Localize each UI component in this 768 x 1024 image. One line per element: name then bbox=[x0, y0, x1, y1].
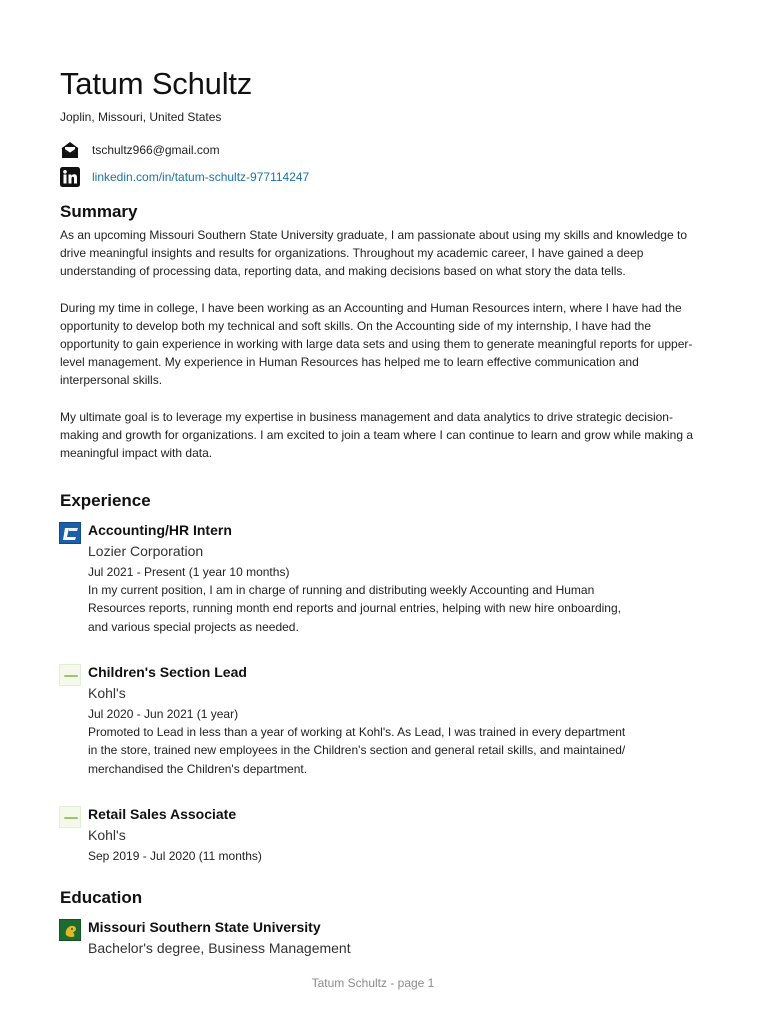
education-heading: Education bbox=[60, 888, 143, 907]
job-dates: Jul 2020 - Jun 2021 (1 year) bbox=[88, 707, 239, 721]
description-line: merchandised the Children's department. bbox=[88, 761, 308, 776]
experience-heading: Experience bbox=[60, 491, 151, 510]
summary-heading: Summary bbox=[60, 202, 138, 221]
summary-paragraph: During my time in college, I have been working as an Accounting and Human Resources intern, where I have had the opportunity to develop both my technical and soft skills. On the Accounting side of my internship, I have had the opportunity to gain experience in working with large data sets and using them to generate meaningful reports for upper-level management. My experience in Human Resources has helped me to learn effective communication and interpersonal skills. bbox=[60, 300, 693, 388]
email-text: tschultz966@gmail.com bbox=[92, 143, 220, 157]
school-name: Missouri Southern State University bbox=[88, 919, 321, 935]
kohls-logo-icon bbox=[59, 806, 81, 828]
summary-paragraph: My ultimate goal is to leverage my expertise in business management and data analytics to drive strategic decision-making and growth for organizations. I am excited to join a team where I can continue to learn and grow while making a meaningful impact with data. bbox=[60, 409, 694, 461]
description-line: Promoted to Lead in less than a year of working at Kohl's. As Lead, I was trained in every department bbox=[88, 725, 626, 739]
linkedin-icon bbox=[60, 167, 80, 187]
job-dates: Jul 2021 - Present (1 year 10 months) bbox=[88, 565, 290, 579]
company-name: Kohl's bbox=[88, 685, 126, 701]
job-title: Retail Sales Associate bbox=[88, 806, 237, 822]
email-icon bbox=[60, 140, 80, 160]
page-footer: Tatum Schultz - page 1 bbox=[311, 976, 435, 990]
candidate-location: Joplin, Missouri, United States bbox=[60, 110, 222, 124]
description-line: Resources reports, running month end reports and journal entries, helping with new hire onboarding, bbox=[88, 601, 621, 616]
email-contact bbox=[60, 140, 220, 160]
job-description bbox=[88, 723, 658, 778]
summary-text bbox=[60, 226, 700, 480]
linkedin-contact bbox=[60, 167, 309, 187]
description-line: and various special projects as needed. bbox=[88, 619, 299, 634]
job-dates: Sep 2019 - Jul 2020 (11 months) bbox=[88, 849, 262, 863]
description-line: in the store, trained new employees in the Children's section and general retail skills, and maintained/ bbox=[88, 743, 626, 758]
linkedin-link[interactable]: linkedin.com/in/tatum-schultz-977114247 bbox=[92, 170, 310, 184]
job-title: Children's Section Lead bbox=[88, 664, 247, 680]
lozier-logo-icon bbox=[59, 522, 81, 544]
kohls-logo-icon bbox=[59, 664, 81, 686]
company-name: Kohl's bbox=[88, 827, 126, 843]
job-description bbox=[88, 581, 658, 636]
company-name: Lozier Corporation bbox=[88, 543, 204, 559]
degree-name: Bachelor's degree, Business Management bbox=[88, 940, 351, 956]
description-line: In my current position, I am in charge of running and distributing weekly Accounting and Human bbox=[88, 583, 595, 597]
job-title: Accounting/HR Intern bbox=[88, 522, 232, 538]
summary-paragraph: As an upcoming Missouri Southern State University graduate, I am passionate about using my skills and knowledge to drive meaningful insights and results for organizations. Throughout my academic career, I have gained a deep understanding of processing data, reporting data, and making decisions based on what story the data tells. bbox=[60, 228, 687, 279]
candidate-name: Tatum Schultz bbox=[60, 66, 253, 101]
mssu-logo-icon bbox=[59, 919, 81, 941]
